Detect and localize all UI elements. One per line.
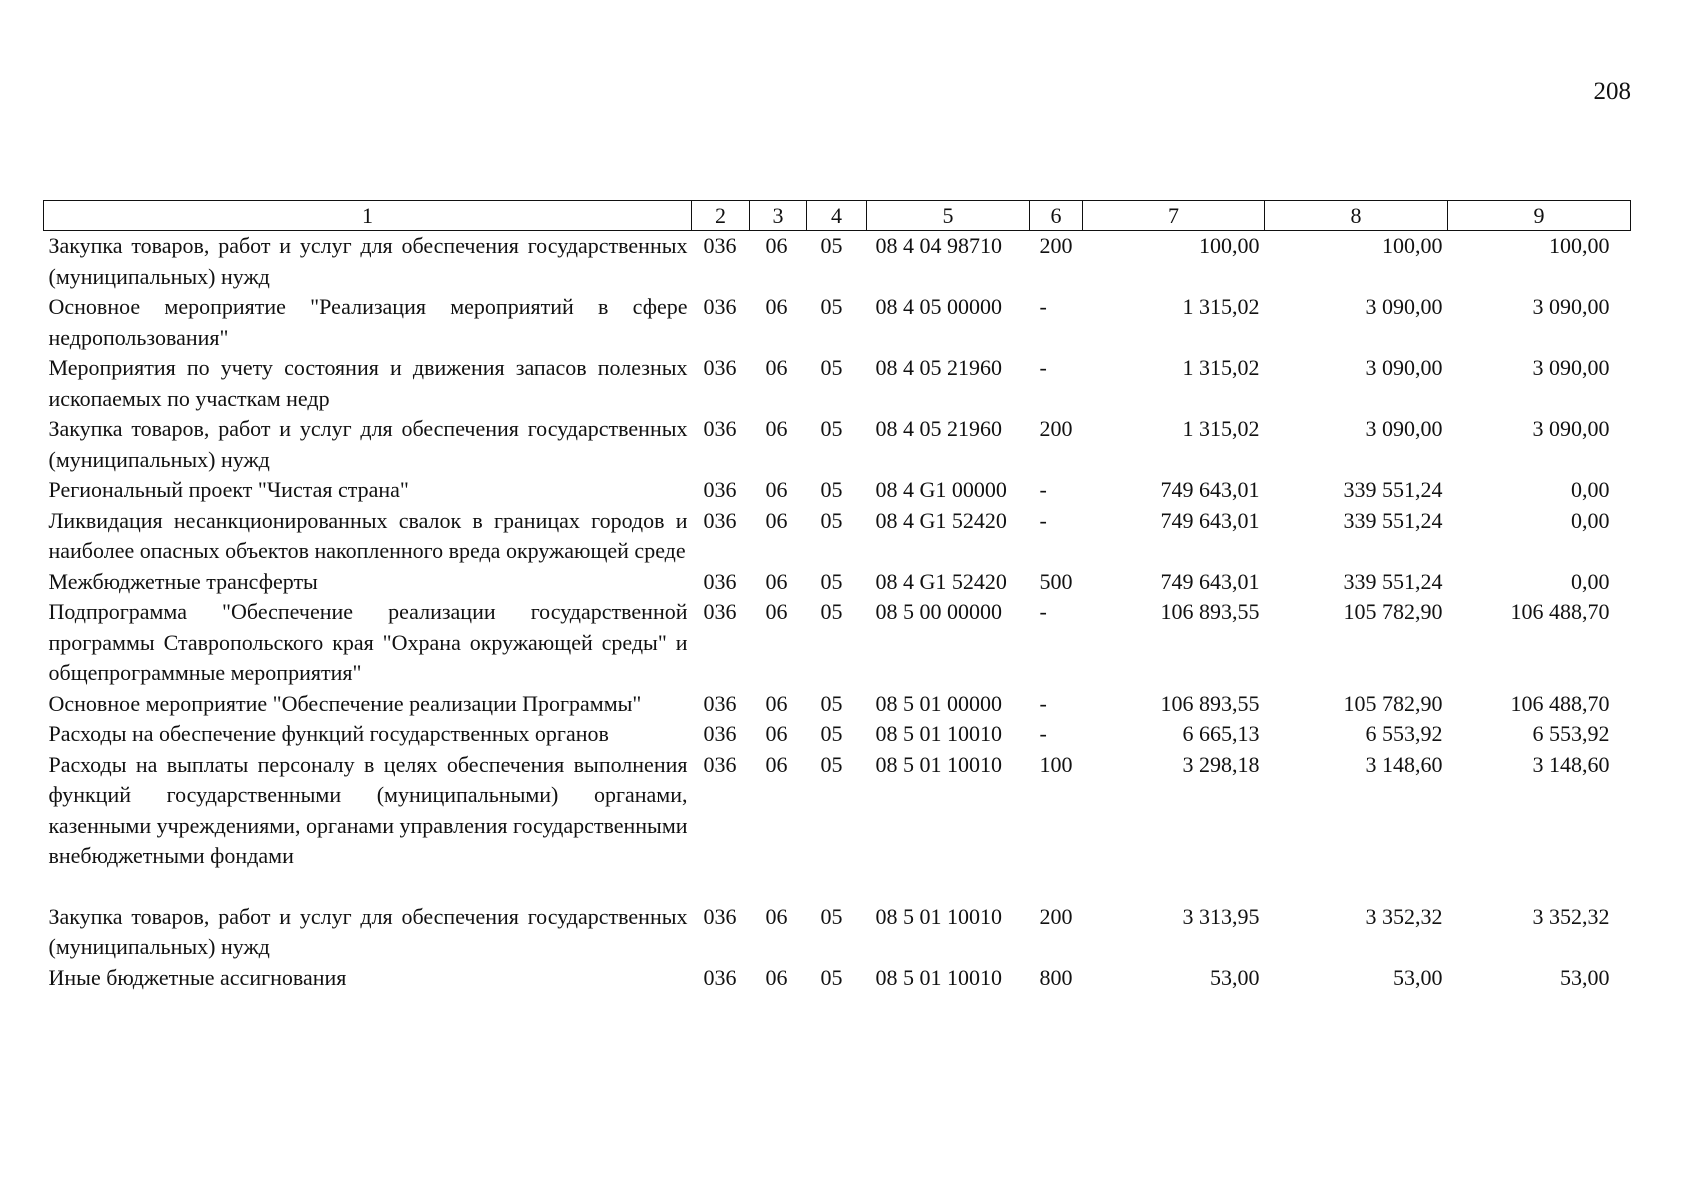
row-expense-type: 500 xyxy=(1039,568,1073,594)
row-expense-type: - xyxy=(1039,721,1047,746)
row-name: Расходы на обеспечение функций государственных органов xyxy=(48,721,609,746)
row-ministry-code: 036 xyxy=(703,964,737,990)
header-col-5: 5 xyxy=(867,201,1030,231)
row-target-article: 08 5 01 10010 xyxy=(875,721,1002,746)
row-subsection-code: 05 xyxy=(820,507,843,533)
row-target-article: 08 5 01 10010 xyxy=(875,751,1002,777)
row-ministry-code: 036 xyxy=(703,568,737,594)
row-section-code: 06 xyxy=(765,294,788,319)
row-subsection-code: 05 xyxy=(820,964,843,990)
row-name: Закупка товаров, работ и услуг для обеспечения государственных (муниципальных) нужд xyxy=(48,903,688,959)
row-section-code: 06 xyxy=(765,477,788,502)
row-subsection-code: 05 xyxy=(820,233,843,258)
budget-table-container xyxy=(43,200,1630,993)
row-target-article: 08 4 05 00000 xyxy=(875,294,1002,319)
table-row xyxy=(44,963,1631,994)
row-ministry-code: 036 xyxy=(703,294,737,319)
row-name: Межбюджетные трансферты xyxy=(48,568,318,594)
header-col-1: 1 xyxy=(44,201,692,231)
row-name: Ликвидация несанкционированных свалок в границах городов и наиболее опасных объектов накопленного вреда окружающей среде xyxy=(48,507,688,563)
row-section-code: 06 xyxy=(765,233,788,258)
row-section-code: 06 xyxy=(765,355,788,380)
row-subsection-code: 05 xyxy=(820,751,843,777)
row-section-code: 06 xyxy=(765,507,788,533)
row-amount-col7: 3 313,95 xyxy=(1182,903,1260,929)
table-body xyxy=(44,231,1631,994)
row-amount-col9: 53,00 xyxy=(1560,964,1610,990)
table-row xyxy=(44,567,1631,598)
row-expense-type: 200 xyxy=(1039,416,1073,441)
row-amount-col7: 106 893,55 xyxy=(1160,690,1260,716)
row-amount-col9: 3 090,00 xyxy=(1532,294,1610,319)
row-expense-type: 800 xyxy=(1039,964,1073,990)
table-row xyxy=(44,231,1631,293)
row-name: Закупка товаров, работ и услуг для обеспечения государственных (муниципальных) нужд xyxy=(48,233,688,289)
row-ministry-code: 036 xyxy=(703,903,737,929)
row-section-code: 06 xyxy=(765,964,788,990)
row-amount-col8: 3 090,00 xyxy=(1365,355,1443,380)
row-ministry-code: 036 xyxy=(703,233,737,258)
row-section-code: 06 xyxy=(765,599,788,624)
row-target-article: 08 5 00 00000 xyxy=(875,599,1002,624)
row-name: Региональный проект "Чистая страна" xyxy=(48,477,409,502)
header-col-9: 9 xyxy=(1448,201,1631,231)
row-amount-col9: 3 352,32 xyxy=(1532,903,1610,929)
row-amount-col7: 6 665,13 xyxy=(1182,721,1260,746)
table-row xyxy=(44,292,1631,353)
row-name: Иные бюджетные ассигнования xyxy=(48,964,347,990)
row-expense-type: - xyxy=(1039,599,1047,624)
table-header xyxy=(44,201,1631,231)
row-expense-type: 200 xyxy=(1039,233,1073,258)
row-amount-col7: 749 643,01 xyxy=(1160,477,1260,502)
table-row xyxy=(44,750,1631,902)
header-col-4: 4 xyxy=(807,201,867,231)
row-target-article: 08 5 01 00000 xyxy=(875,690,1002,716)
row-section-code: 06 xyxy=(765,690,788,716)
row-name: Мероприятия по учету состояния и движения запасов полезных ископаемых по участкам недр xyxy=(48,355,688,411)
row-expense-type: - xyxy=(1039,507,1047,533)
row-name: Закупка товаров, работ и услуг для обеспечения государственных (муниципальных) нужд xyxy=(48,416,688,472)
row-amount-col9: 3 090,00 xyxy=(1532,355,1610,380)
row-amount-col7: 1 315,02 xyxy=(1182,294,1260,319)
row-name: Основное мероприятие "Обеспечение реализации Программы" xyxy=(48,690,642,716)
row-name: Основное мероприятие "Реализация мероприятий в сфере недропользования" xyxy=(48,294,688,350)
row-amount-col8: 6 553,92 xyxy=(1365,721,1443,746)
header-col-2: 2 xyxy=(692,201,750,231)
row-subsection-code: 05 xyxy=(820,355,843,380)
header-col-6: 6 xyxy=(1030,201,1083,231)
row-section-code: 06 xyxy=(765,416,788,441)
row-expense-type: 100 xyxy=(1039,751,1073,777)
row-amount-col7: 749 643,01 xyxy=(1160,507,1260,533)
table-row xyxy=(44,719,1631,750)
row-expense-type: - xyxy=(1039,294,1047,319)
row-amount-col8: 3 352,32 xyxy=(1365,903,1443,929)
row-amount-col8: 339 551,24 xyxy=(1343,477,1443,502)
row-target-article: 08 4 05 21960 xyxy=(875,355,1002,380)
table-row xyxy=(44,506,1631,567)
row-ministry-code: 036 xyxy=(703,507,737,533)
row-section-code: 06 xyxy=(765,568,788,594)
row-ministry-code: 036 xyxy=(703,477,737,502)
row-subsection-code: 05 xyxy=(820,903,843,929)
row-amount-col7: 106 893,55 xyxy=(1160,599,1260,624)
header-col-3: 3 xyxy=(750,201,807,231)
table-row xyxy=(44,597,1631,689)
row-section-code: 06 xyxy=(765,751,788,777)
row-ministry-code: 036 xyxy=(703,599,737,624)
row-target-article: 08 5 01 10010 xyxy=(875,964,1002,990)
row-target-article: 08 4 G1 52420 xyxy=(875,507,1007,533)
row-name: Расходы на выплаты персоналу в целях обеспечения выполнения функций государственными (муниципальными) органами, казенными учреждениями, органами управления государственными внебюджетными фондами xyxy=(48,751,688,868)
row-section-code: 06 xyxy=(765,721,788,746)
row-amount-col8: 105 782,90 xyxy=(1343,690,1443,716)
row-ministry-code: 036 xyxy=(703,751,737,777)
row-subsection-code: 05 xyxy=(820,690,843,716)
table-row xyxy=(44,689,1631,720)
row-name: Подпрограмма "Обеспечение реализации государственной программы Ставропольского края "Охрана окружающей среды" и общепрограммные мероприятия" xyxy=(48,599,688,685)
row-target-article: 08 5 01 10010 xyxy=(875,903,1002,929)
row-subsection-code: 05 xyxy=(820,294,843,319)
row-amount-col7: 749 643,01 xyxy=(1160,568,1260,594)
row-expense-type: 200 xyxy=(1039,903,1073,929)
budget-table xyxy=(43,200,1631,993)
row-target-article: 08 4 G1 52420 xyxy=(875,568,1007,594)
row-subsection-code: 05 xyxy=(820,721,843,746)
table-row xyxy=(44,353,1631,414)
row-target-article: 08 4 05 21960 xyxy=(875,416,1002,441)
row-target-article: 08 4 G1 00000 xyxy=(875,477,1007,502)
row-amount-col9: 0,00 xyxy=(1571,477,1610,502)
row-subsection-code: 05 xyxy=(820,477,843,502)
row-amount-col7: 53,00 xyxy=(1210,964,1260,990)
row-amount-col9: 0,00 xyxy=(1571,507,1610,533)
row-amount-col7: 3 298,18 xyxy=(1182,751,1260,777)
row-ministry-code: 036 xyxy=(703,355,737,380)
header-col-8: 8 xyxy=(1265,201,1448,231)
table-row xyxy=(44,414,1631,475)
row-ministry-code: 036 xyxy=(703,690,737,716)
row-ministry-code: 036 xyxy=(703,721,737,746)
row-section-code: 06 xyxy=(765,903,788,929)
row-expense-type: - xyxy=(1039,690,1047,716)
header-row xyxy=(44,201,1631,231)
row-expense-type: - xyxy=(1039,477,1047,502)
row-amount-col9: 3 148,60 xyxy=(1532,751,1610,777)
row-amount-col9: 100,00 xyxy=(1549,233,1610,258)
row-amount-col7: 100,00 xyxy=(1199,233,1260,258)
row-amount-col9: 106 488,70 xyxy=(1510,690,1610,716)
row-expense-type: - xyxy=(1039,355,1047,380)
row-amount-col9: 6 553,92 xyxy=(1532,721,1610,746)
row-amount-col9: 0,00 xyxy=(1571,568,1610,594)
row-amount-col8: 100,00 xyxy=(1382,233,1443,258)
row-target-article: 08 4 04 98710 xyxy=(875,233,1002,258)
row-subsection-code: 05 xyxy=(820,568,843,594)
row-amount-col8: 3 148,60 xyxy=(1365,751,1443,777)
row-amount-col8: 339 551,24 xyxy=(1343,507,1443,533)
row-amount-col9: 106 488,70 xyxy=(1510,599,1610,624)
row-amount-col7: 1 315,02 xyxy=(1182,416,1260,441)
table-row xyxy=(44,475,1631,506)
row-amount-col8: 3 090,00 xyxy=(1365,294,1443,319)
row-subsection-code: 05 xyxy=(820,416,843,441)
row-amount-col9: 3 090,00 xyxy=(1532,416,1610,441)
row-subsection-code: 05 xyxy=(820,599,843,624)
table-row xyxy=(44,902,1631,963)
row-amount-col8: 53,00 xyxy=(1393,964,1443,990)
row-amount-col7: 1 315,02 xyxy=(1182,355,1260,380)
header-col-7: 7 xyxy=(1083,201,1265,231)
row-amount-col8: 105 782,90 xyxy=(1343,599,1443,624)
row-ministry-code: 036 xyxy=(703,416,737,441)
row-amount-col8: 339 551,24 xyxy=(1343,568,1443,594)
row-amount-col8: 3 090,00 xyxy=(1365,416,1443,441)
page-number: 208 xyxy=(1593,78,1631,105)
